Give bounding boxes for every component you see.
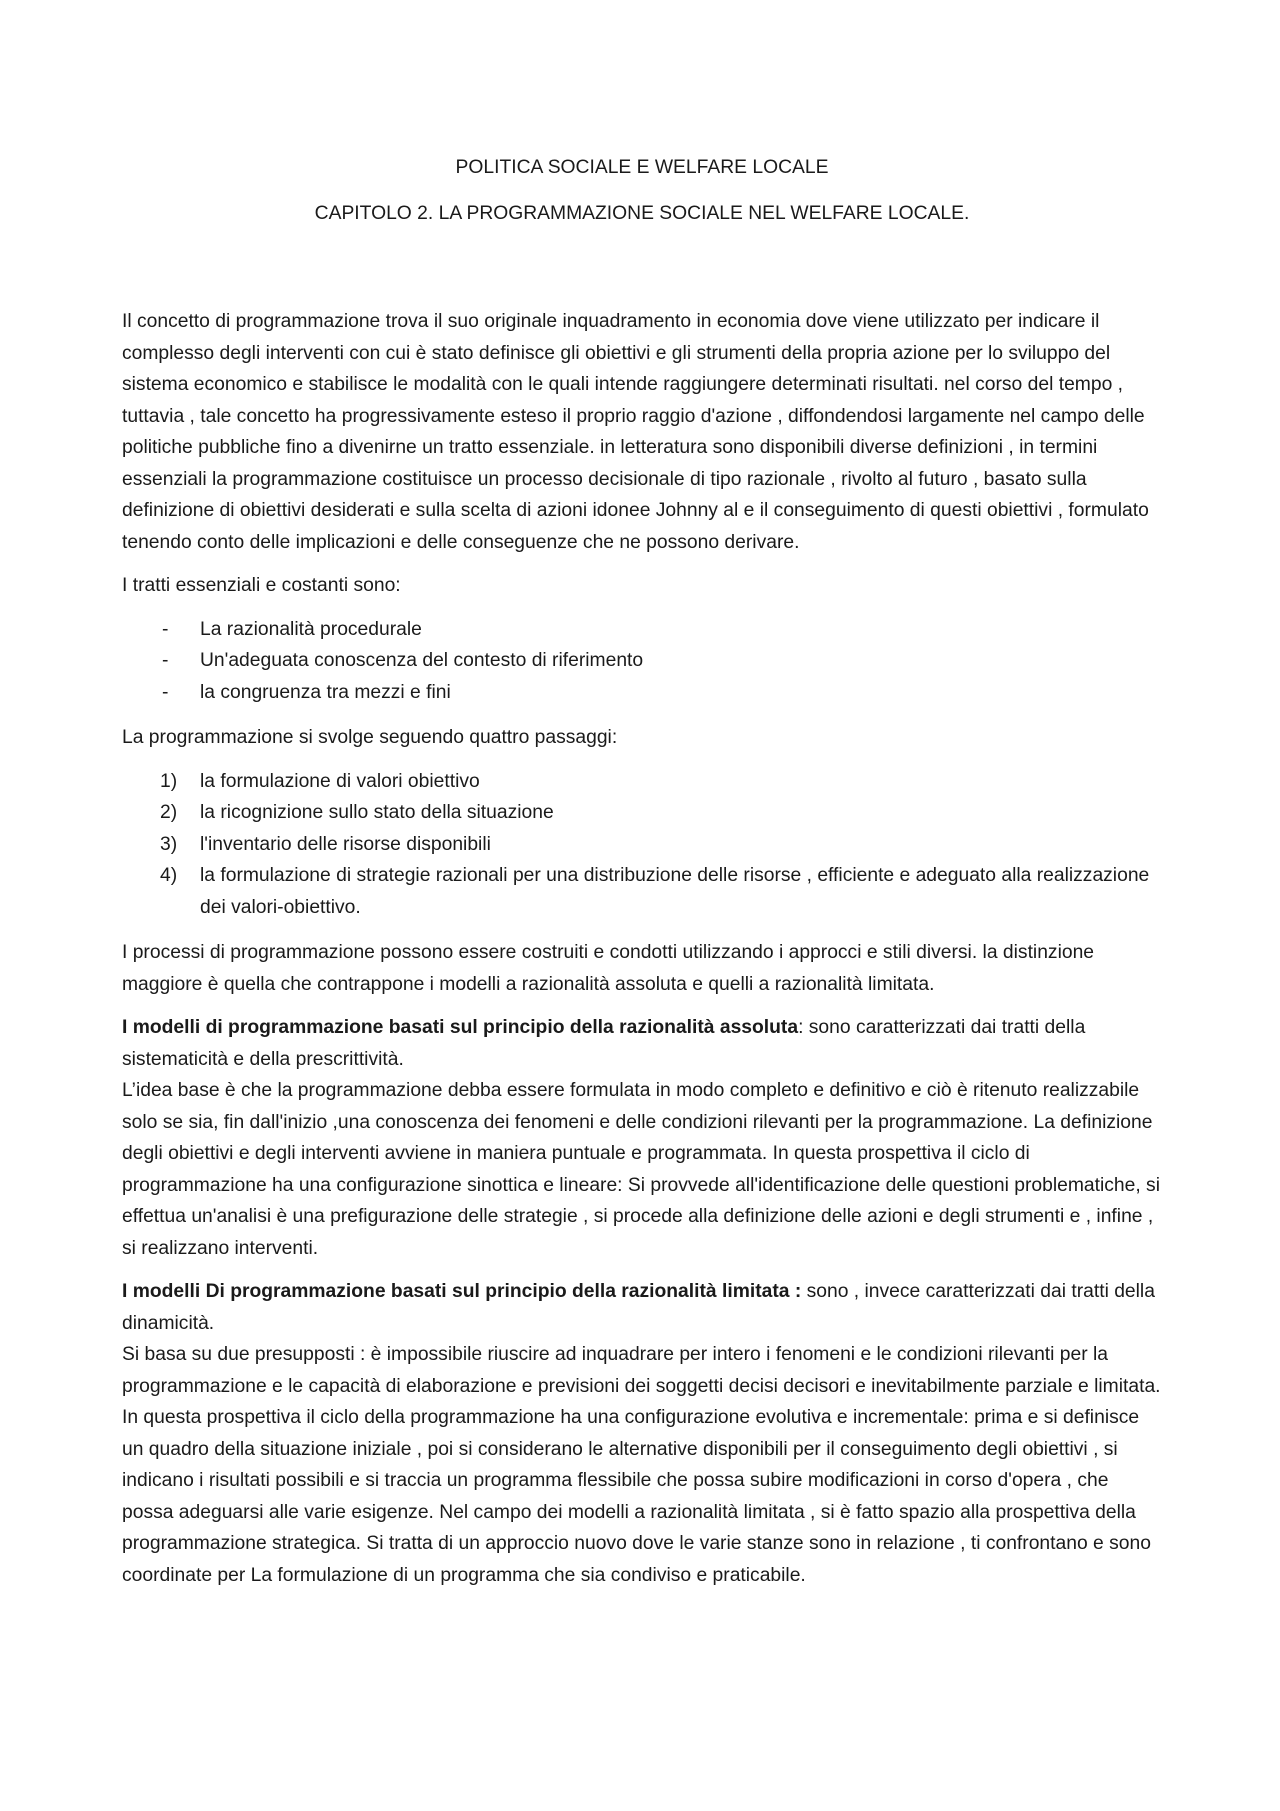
list-marker: 1) — [160, 770, 178, 792]
document-title: POLITICA SOCIALE E WELFARE LOCALE — [455, 157, 829, 178]
list-marker: - — [162, 650, 169, 671]
traits-list — [122, 614, 1162, 709]
absolute-rationality-section — [122, 1012, 1162, 1264]
intro-paragraph: Il concetto di programmazione trova il suo originale inquadramento in economia dove viene utilizzato per indicare il complesso degli interventi con cui è stato definisce gli obiettivi e gli strumenti della propria azione per lo sviluppo del sistema economico e stabilisce le modalità con le quali intende raggiungere determinati risultati. nel corso del tempo , tuttavia , tale concetto ha progressivamente esteso il proprio raggio d'azione , diffondendosi largamente nel campo delle politiche pubbliche fino a divenirne un tratto essenziale. in letteratura sono disponibili diverse definizioni , in termini essenziali la programmazione costituisce un processo decisionale di tipo razionale , rivolto al futuro , basato sulla definizione di obiettivi desiderati e sulla scelta di azioni idonee Johnny al e il conseguimento di questi obiettivi , formulato tenendo conto delle implicazioni e delle conseguenze che ne possono derivare. — [122, 311, 1149, 553]
absolute-rationality-heading: I modelli di programmazione basati sul principio della razionalità assoluta — [122, 1017, 799, 1038]
list-marker: - — [162, 681, 169, 703]
list-item — [122, 797, 1162, 829]
limited-rationality-body: Si basa su due presupposti : è impossibile riuscire ad inquadrare per intero i fenomeni e le condizioni rilevanti per la programmazione e le capacità di elaborazione e previsioni dei soggetti decisi decisori e inevitabilmente parziale e limitata. In questa prospettiva il ciclo della programmazione ha una configurazione evolutiva e incrementale: prima e si definisce un quadro della situazione iniziale , poi si considerano le alternative disponibili per il conseguimento degli obiettivi , si indicano i risultati possibili e si traccia un programma flessibile che possa subire modificazioni in corso d'opera , che possa adeguarsi alle varie esigenze. Nel campo dei modelli a razionalità limitata , si è fatto spazio alla prospettiva della programmazione strategica. Si tratta di un approccio nuovo dove le varie stanze sono in relazione , ti confrontano e sono coordinate per La formulazione di un programma che sia condiviso e praticabile. — [122, 1344, 1161, 1586]
chapter-title: CAPITOLO 2. LA PROGRAMMAZIONE SOCIALE NEL WELFARE LOCALE. — [314, 202, 970, 224]
list-item — [122, 829, 1162, 861]
list-item-text: Un'adeguata conoscenza del contesto di riferimento — [200, 650, 644, 671]
limited-rationality-heading: I modelli Di programmazione basati sul principio della razionalità limitata : — [122, 1281, 802, 1302]
limited-rationality-intro: sono , invece caratterizzati dai tratti della dinamicità. — [122, 1281, 1155, 1334]
list-marker: 2) — [160, 802, 178, 823]
traits-intro: I tratti essenziali e costanti sono: — [122, 575, 401, 596]
list-item-text: La razionalità procedurale — [200, 618, 422, 640]
steps-intro: La programmazione si svolge seguendo quattro passaggi: — [122, 727, 618, 748]
absolute-rationality-body: L’idea base è che la programmazione debba essere formulata in modo completo e definitivo e ciò è ritenuto realizzabile solo se sia, fin dall'inizio ,una conoscenza dei fenomeni e delle condizioni rilevanti per la programmazione. La definizione degli obiettivi e degli interventi avviene in maniera puntuale e programmata. In questa prospettiva il ciclo di programmazione ha una configurazione sinottica e lineare: Si provvede all'identificazione delle questioni problematiche, si effettua un'analisi è una prefigurazione delle strategie , si procede alla definizione delle azioni e degli strumenti e , infine , si realizzano interventi. — [122, 1080, 1160, 1259]
absolute-rationality-intro: : sono caratterizzati dai tratti della sistematicità e della prescrittività. — [122, 1017, 1086, 1070]
list-item — [122, 645, 1162, 677]
steps-list — [122, 766, 1162, 924]
list-item-text: la congruenza tra mezzi e fini — [200, 681, 451, 703]
list-item-text: la formulazione di strategie razionali per una distribuzione delle risorse , efficiente e adeguato alla realizzazione dei valori-obiettivo. — [200, 865, 1150, 918]
list-item — [122, 766, 1162, 798]
list-item-text: la formulazione di valori obiettivo — [200, 770, 480, 792]
list-marker: 4) — [160, 865, 178, 886]
limited-rationality-section — [122, 1276, 1162, 1591]
list-marker: 3) — [160, 833, 178, 855]
list-item-text: la ricognizione sullo stato della situazione — [200, 802, 554, 823]
document-content — [122, 152, 1162, 1603]
processes-paragraph: I processi di programmazione possono essere costruiti e condotti utilizzando i approcci e stili diversi. la distinzione maggiore è quella che contrappone i modelli a razionalità assoluta e quelli a razionalità limitata. — [122, 942, 1095, 995]
list-item — [122, 614, 1162, 646]
list-item-text: l'inventario delle risorse disponibili — [200, 833, 491, 855]
list-marker: - — [162, 618, 169, 640]
list-item — [122, 860, 1162, 923]
list-item — [122, 677, 1162, 709]
